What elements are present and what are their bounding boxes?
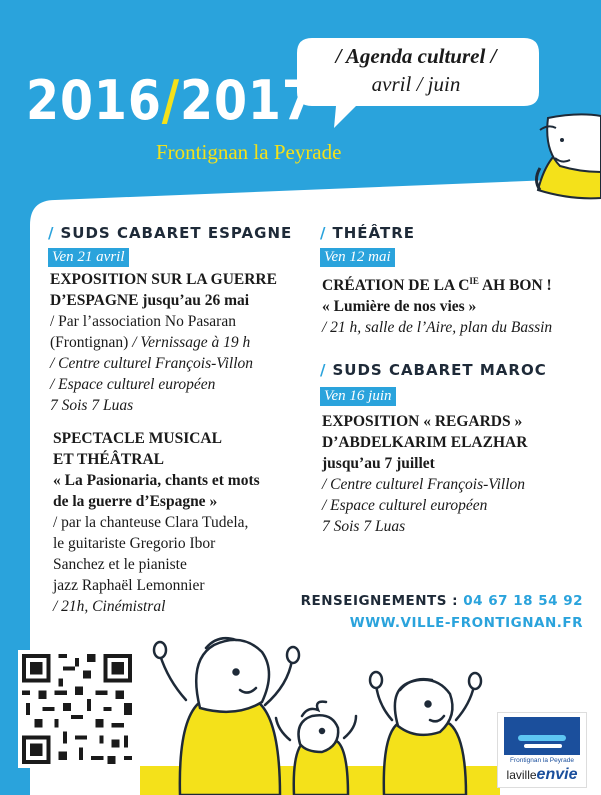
qr-code-icon: [18, 650, 136, 768]
peeking-character-illustration: [537, 114, 601, 198]
event-time-venue: / 21h, Cinémistral: [53, 598, 166, 615]
date-badge: Ven 21 avril: [48, 248, 129, 267]
city-logo[interactable]: [497, 712, 587, 788]
year-end: 2017: [180, 69, 316, 132]
contact-info: [301, 590, 583, 634]
event-detail: le guitariste Gregorio Ibor: [53, 535, 216, 552]
event-title-line: SPECTACLE MUSICAL: [53, 430, 222, 447]
event-title-line: AH BON !: [478, 277, 552, 295]
year-slash: /: [161, 69, 181, 132]
event-exposition-guerre: [50, 269, 277, 416]
season-years: [26, 69, 316, 132]
logo-slogan-em: envie: [536, 766, 578, 783]
event-detail: / Par l’association No Pasaran: [50, 313, 236, 330]
section-title: SUDS CABARET MAROC: [332, 361, 547, 379]
logo-slogan: [498, 766, 586, 784]
event-title-line: D’ESPAGNE: [50, 292, 139, 309]
qr-code[interactable]: [18, 650, 136, 768]
event-venue: 7 Sois 7 Luas: [322, 518, 406, 535]
event-detail: Sanchez et le pianiste: [53, 556, 187, 573]
event-title-line: EXPOSITION « REGARDS »: [322, 413, 523, 430]
event-title-superscript: IE: [469, 276, 479, 286]
event-vernissage: / Vernissage à 19 h: [132, 334, 251, 351]
date-badge: Ven 12 mai: [320, 248, 395, 267]
event-creation-ah-bon: [322, 271, 552, 338]
event-title-line: EXPOSITION SUR LA GUERRE: [50, 271, 277, 288]
section-suds-maroc: [320, 361, 547, 379]
event-spectacle-musical: [53, 428, 260, 617]
event-venue: / Centre culturel François-Villon: [50, 355, 254, 372]
event-venue: / Espace culturel européen: [50, 376, 216, 393]
event-venue: / Centre culturel François-Villon: [322, 476, 526, 493]
section-slash: /: [320, 224, 327, 242]
logo-city-name: Frontignan la Peyrade: [510, 757, 574, 764]
year-start: 2016: [26, 69, 162, 132]
event-detail: jazz Raphaël Lemonnier: [53, 577, 205, 594]
section-suds-espagne: [48, 224, 292, 242]
town-name: Frontignan la Peyrade: [156, 140, 342, 164]
agenda-title: / Agenda culturel /: [335, 44, 497, 68]
event-title-line: ET THÉÂTRAL: [53, 451, 164, 468]
event-title-line: D’ABDELKARIM ELAZHAR: [322, 434, 528, 451]
event-dates: jusqu’au 7 juillet: [322, 455, 435, 472]
event-exposition-regards: [322, 411, 527, 537]
section-slash: /: [320, 361, 327, 379]
event-subtitle: « Lumière de nos vies »: [322, 298, 477, 316]
section-title: THÉÂTRE: [332, 224, 415, 242]
event-venue: / Espace culturel européen: [322, 497, 488, 514]
agenda-bubble-text: [296, 42, 536, 98]
section-title: SUDS CABARET ESPAGNE: [60, 224, 293, 242]
event-title-line: CRÉATION DE LA C: [322, 277, 470, 295]
event-venue: 7 Sois 7 Luas: [50, 397, 134, 414]
event-time-venue: / 21 h, salle de l’Aire, plan du Bassin: [322, 319, 553, 337]
wave-logo-icon: [504, 717, 580, 755]
logo-slogan-pre: laville: [506, 768, 537, 782]
section-slash: /: [48, 224, 55, 242]
website-link[interactable]: WWW.VILLE-FRONTIGNAN.FR: [349, 615, 583, 631]
section-theatre: [320, 224, 415, 242]
event-detail: (Frontignan): [50, 334, 133, 351]
event-subtitle: de la guerre d’Espagne »: [53, 493, 218, 510]
agenda-period: avril / juin: [371, 72, 461, 96]
contact-phone[interactable]: 04 67 18 54 92: [463, 593, 583, 609]
date-badge: Ven 16 juin: [320, 387, 396, 406]
event-detail: / par la chanteuse Clara Tudela,: [53, 514, 249, 531]
event-subtitle: « La Pasionaria, chants et mots: [53, 472, 260, 489]
event-dates: jusqu’au 26 mai: [138, 292, 250, 309]
contact-label: RENSEIGNEMENTS :: [300, 593, 459, 609]
